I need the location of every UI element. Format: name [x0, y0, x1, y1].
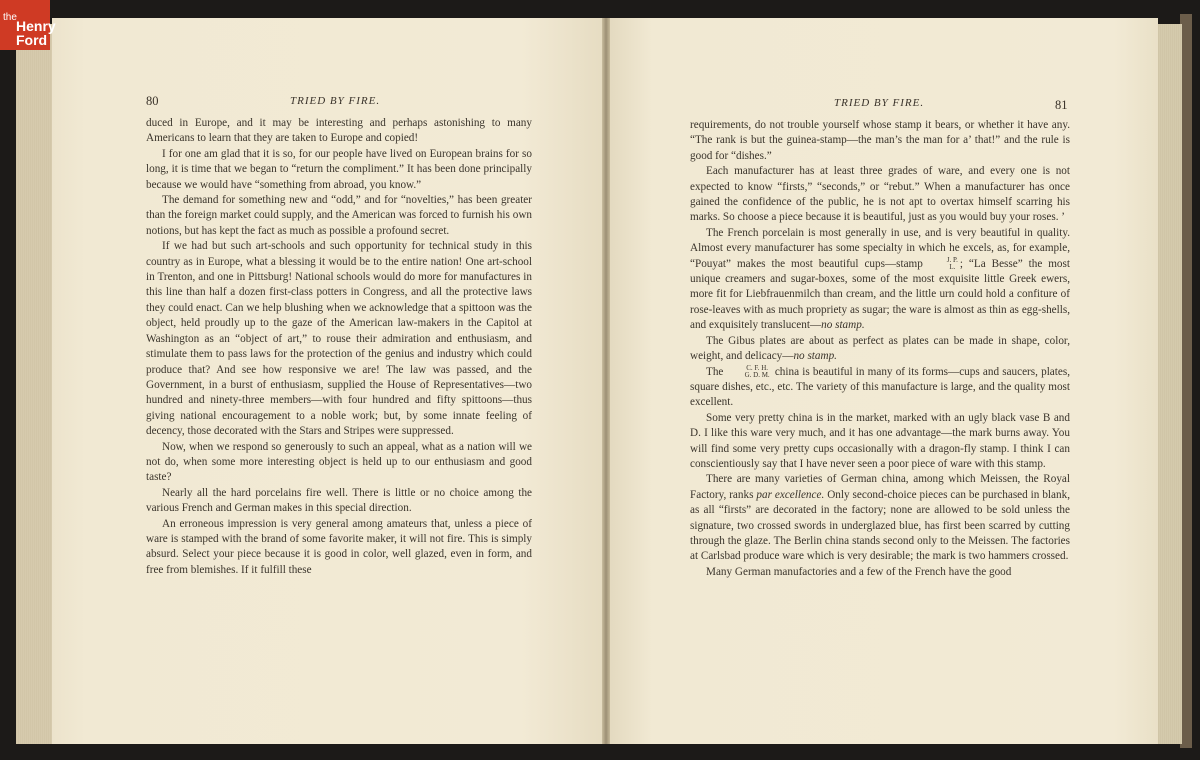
paragraph-text: The French porcelain is most generally in use, and is very beautiful in quality. Almost every manufacturer has some specialty in which he excels, as, for example, “Pouyat” makes the most beautiful cups—stamp [690, 226, 1070, 270]
paragraph [690, 226, 1070, 334]
left-page-body [146, 116, 532, 578]
paragraph: The demand for something new and “odd,” and for “novelties,” has been greater than the foreign market could supply, and the American was forced to furnish his own notions, but has kept the fact as much as possible a profound secret. [146, 194, 532, 237]
left-page-number: 80 [146, 94, 159, 108]
paragraph [690, 365, 1070, 411]
logo-text-the: the [3, 12, 17, 23]
paragraph: An erroneous impression is very general among amateurs that, unless a piece of ware is stamped with the brand of some favorite maker, it will not fire. This is simply absurd. Select your piece because it is good in color, well glazed, even in form, and free from blemishes. If it fulfill these [146, 517, 532, 576]
paragraph: Now, when we respond so generously to such an appeal, what as a nation will we not do, when some more interesting object is held up to our enthusiasm and good taste? [146, 440, 532, 484]
mark-top: C. F. H. [746, 363, 769, 372]
italic-text: no stamp. [821, 319, 865, 332]
paragraph: Many German manufactories and a few of the French have the good [706, 565, 1012, 578]
mark-top: J. P. [946, 256, 958, 265]
paragraph-text: The [706, 365, 724, 378]
left-running-head: TRIED BY FIRE. [290, 95, 381, 107]
mark-bottom: L. [949, 263, 956, 272]
paragraph: If we had but such art-schools and such opportunity for technical study in this country as in Europe, what a blessing it would be to the entire nation! One art-school in Trenton, and one in Pittsburg! National schools would do more for manufactures in this line than half a dozen first-class potters in Congress, and all the protective laws they could enact. Can we help blushing when we acknowledge that a spittoon was the object, held proudly up to the gaze of the American law-makers in the Capitol at Washington as an “object of art,” to rouse their admiration and enthusiasm, and stimulate them to pass laws for the protection of the genius and industry which could produce that? And see how responsive we are! The law was passed, and the Government, in a burst of enthusiasm, supplied the House of Representatives—two hundred and ninety-three members—with four hundred and fifty spittoons—thus giving national encouragement to a noble work; but, by some innate feeling of decency, those decorated with the Stars and Stripes were suppressed. [146, 240, 532, 438]
paragraph: I for one am glad that it is so, for our people have lived on European brains for so long, it is time that we began to “return the compliment.” It has been done principally because we would have “something from abroad, you know.” [146, 147, 532, 191]
logo-text-henry: Henry [16, 18, 56, 34]
paragraph: Some very pretty china is in the market, marked with an ugly black vase B and D. I like this ware very much, and it has one advantage—the mark burns away. You will find some very pretty cups occasionally with a dragon-fly stamp. I think I can conscientiously say that I have never seen a poor piece of ware with this stamp. [690, 411, 1070, 470]
paragraph: Nearly all the hard porcelains fire well. There is little or no choice among the various French and German makes in this special direction. [146, 486, 532, 515]
maker-mark [729, 365, 770, 379]
maker-mark [931, 257, 958, 271]
italic-text: no stamp. [793, 350, 837, 363]
paragraph: duced in Europe, and it may be interesting and perhaps astonishing to many Americans to learn that they are taken to Europe and copied! [146, 117, 532, 145]
right-running-head: TRIED BY FIRE. [834, 97, 925, 109]
right-page-number: 81 [1055, 98, 1068, 112]
paragraph: requirements, do not trouble yourself whose stamp it bears, or whether it have any. “The rank is but the guinea-stamp—the man’s the man for a’ that!” and the rule is good for “dishes.” [690, 119, 1070, 162]
italic-text: par excellence. [756, 488, 825, 501]
book-gutter [602, 18, 610, 744]
paragraph [690, 334, 1070, 365]
right-page-body [690, 118, 1070, 580]
paragraph [690, 472, 1070, 564]
paragraph-text: There are many varieties of German china, among which Meissen, the Royal Factory, ranks [690, 473, 1070, 501]
paragraph-text: ; “La Besse” the most unique creamers and sugar-boxes, some of the most exquisite little Greek ewers, more fit for Liebfrauenmilch than cream, and the little urn could hold a confiture of rose-leaves with as much propriety as sugar; the ware is almost as thin as egg-shells, and exquisitely translucent— [690, 257, 1070, 332]
henry-ford-logo [0, 0, 56, 50]
paragraph: Each manufacturer has at least three grades of ware, and every one is not expected to know “firsts,” “seconds,” or “rebut.” When a manufacturer has once gained the confidence of the public, he is not apt to overtax himself scarring his marks. So choose a piece because it is beautiful, just as you would buy your roses. ’ [690, 165, 1070, 224]
logo-text-ford: Ford [16, 32, 48, 48]
paragraph-text: china is beautiful in many of its forms—cups and saucers, plates, square dishes, etc., etc. The variety of this manufacture is large, and the quality most excellent. [690, 365, 1070, 409]
paragraph-text: Only second-choice pieces can be purchased in blank, as all “firsts” are decorated in the factory; none are allowed to be sold unless the signature, two crossed swords in underglazed blue, has first been scarred by cutting through the glaze. The Berlin china stands second only to the Meissen. The factories at Carlsbad produce ware which is very desirable; the mark is two hammers crossed. [690, 488, 1070, 563]
paragraph-text: The Gibus plates are about as perfect as plates can be made in shape, color, weight, and delicacy— [690, 334, 1070, 363]
mark-bottom: G. D. M. [744, 370, 770, 379]
